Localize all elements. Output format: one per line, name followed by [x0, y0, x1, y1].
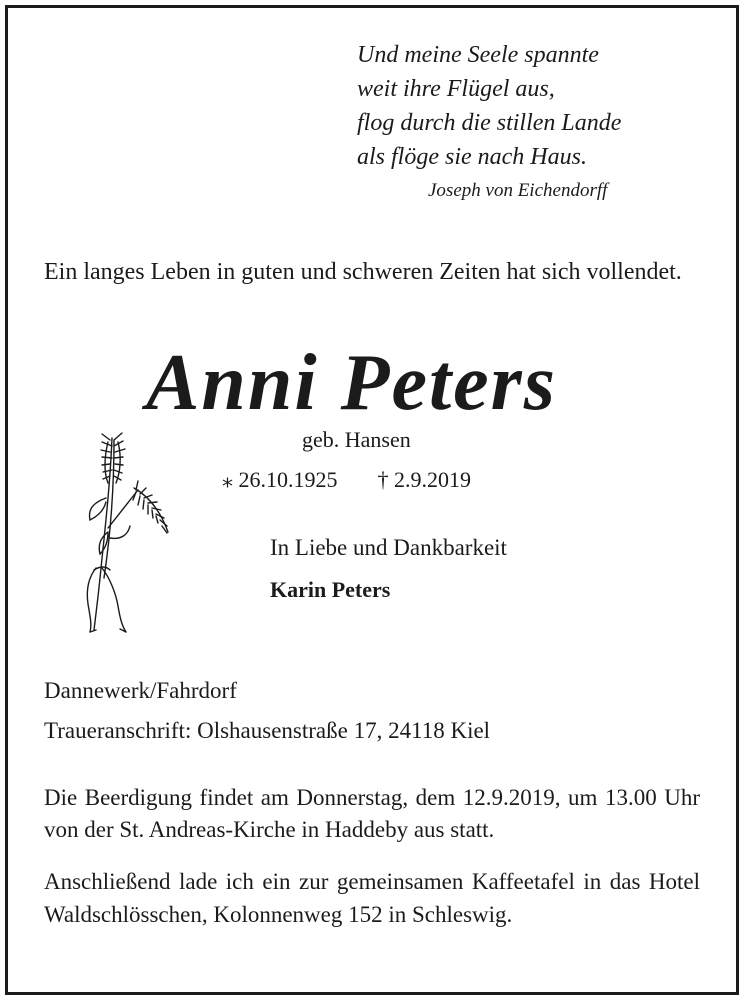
birth-date: ⁎ 26.10.1925 [222, 467, 338, 492]
death-date: † 2.9.2019 [377, 467, 471, 492]
mourning-address: Traueranschrift: Olshausenstraße 17, 24118 Kiel [44, 718, 491, 743]
closing-text: In Liebe und Dankbarkeit [270, 535, 507, 560]
wheat-sheaf-icon [70, 428, 180, 638]
deceased-name: Anni Peters [146, 339, 557, 427]
signer-name: Karin Peters [270, 577, 391, 602]
place-text: Dannewerk/Fahrdorf [44, 678, 237, 703]
poem-author: Joseph von Eichendorff [428, 180, 608, 201]
poem-line: Und meine Seele spannte [357, 42, 599, 68]
poem-line: weit ihre Flügel aus, [357, 76, 555, 102]
birth-name: geb. Hansen [302, 427, 411, 452]
poem-line: flog durch die stillen Lande [357, 110, 622, 136]
intro-text: Ein langes Leben in guten und schweren Zeiten hat sich vollendet. [44, 259, 682, 285]
poem-line: als flöge sie nach Haus. [357, 144, 587, 170]
poem [357, 38, 621, 174]
funeral-notice: Die Beerdigung findet am Donnerstag, dem 12.9.2019, um 13.00 Uhr von der St. Andreas-Kirche in Haddeby aus statt. [44, 785, 700, 842]
coffee-invitation: Anschließend lade ich ein zur gemeinsamen Kaffeetafel in das Hotel Waldschlösschen, Kolonnenweg 152 in Schleswig. [44, 869, 700, 927]
life-dates [222, 467, 471, 493]
